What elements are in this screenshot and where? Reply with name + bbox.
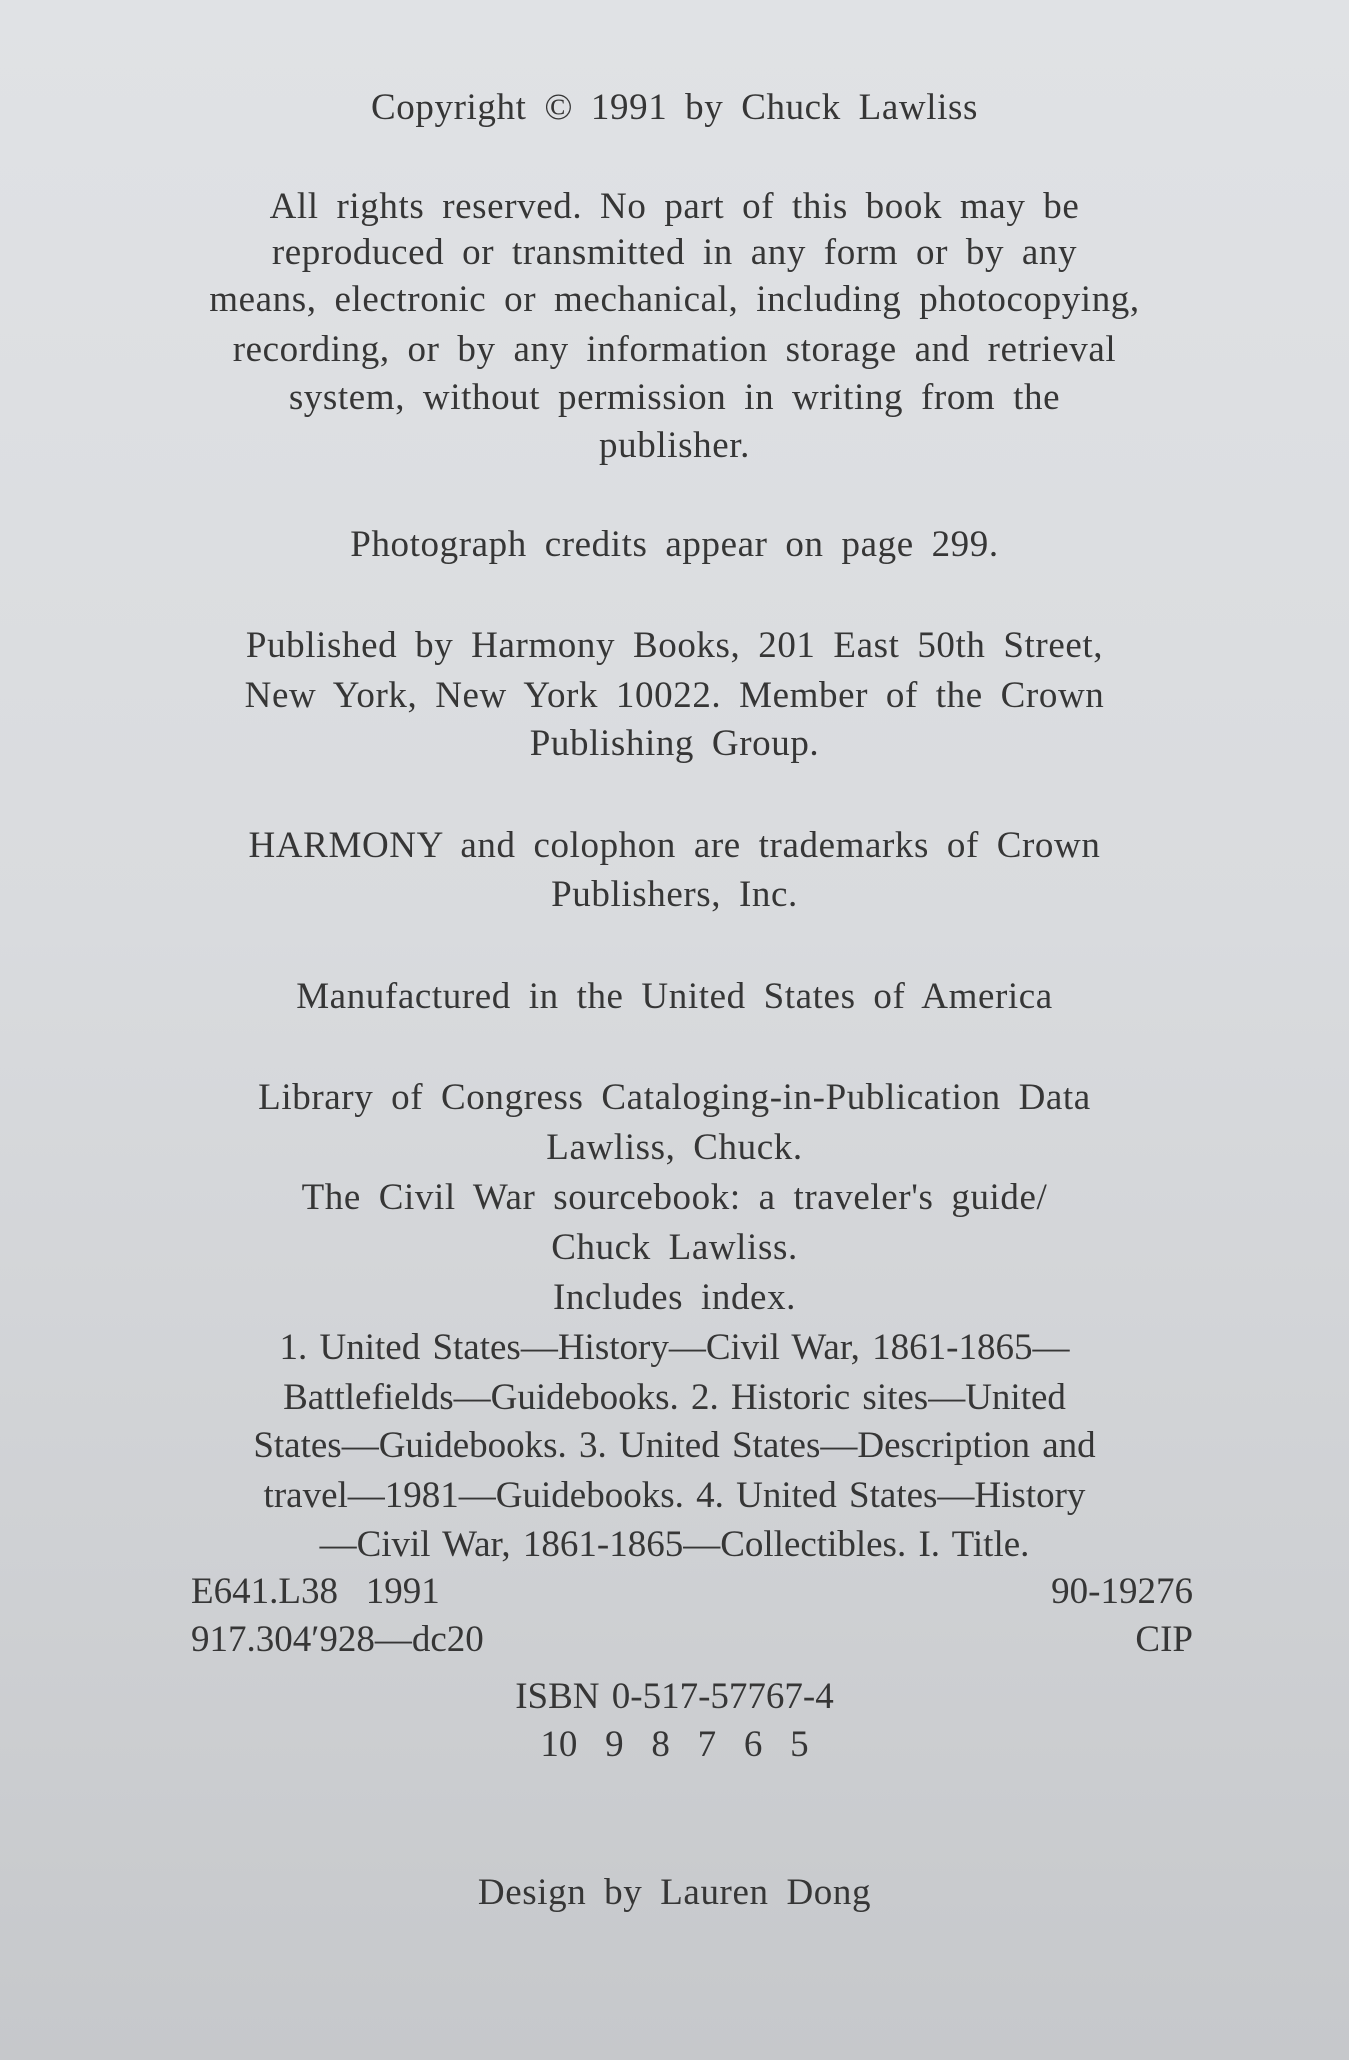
rights-line: system, without permission in writing from the <box>288 377 1061 418</box>
cip-author: Lawliss, Chuck. <box>546 1127 803 1168</box>
cip-subject-line: Battlefields—Guidebooks. 2. Historic sites—United <box>283 1377 1066 1418</box>
trademark-line: HARMONY and colophon are trademarks of Crown <box>248 825 1101 866</box>
publisher-line: Publishing Group. <box>529 723 820 764</box>
rights-line: publisher. <box>599 425 750 466</box>
design-credit: Design by Lauren Dong <box>477 1872 872 1913</box>
cip-title-line: The Civil War sourcebook: a traveler's guide/ <box>301 1177 1048 1218</box>
printing-line: 10 9 8 7 6 5 <box>540 1724 809 1765</box>
cip-subject-line: 1. United States—History—Civil War, 1861-1865— <box>279 1327 1070 1368</box>
rights-line: means, electronic or mechanical, including photocopying, <box>209 279 1140 320</box>
isbn: ISBN 0-517-57767-4 <box>515 1676 834 1717</box>
cip-heading: Library of Congress Cataloging-in-Publication Data <box>258 1077 1091 1118</box>
cip-subject-line: States—Guidebooks. 3. United States—Description and <box>253 1425 1096 1466</box>
rights-line: recording, or by any information storage and retrieval <box>232 329 1117 370</box>
lccn: 90-19276 <box>1051 1571 1193 1612</box>
dewey-classification: 917.304′928—dc20 <box>191 1619 484 1660</box>
manufactured-line: Manufactured in the United States of America <box>296 976 1053 1017</box>
cip-tag: CIP <box>1135 1619 1193 1660</box>
trademark-line: Publishers, Inc. <box>551 874 798 915</box>
cip-class-row <box>191 1569 1193 1615</box>
copyright-line: Copyright © 1991 by Chuck Lawliss <box>371 87 978 128</box>
publisher-line: New York, New York 10022. Member of the Crown <box>244 675 1105 716</box>
photo-credits: Photograph credits appear on page 299. <box>350 524 999 565</box>
cip-note: Includes index. <box>552 1277 797 1318</box>
cip-title-line: Chuck Lawliss. <box>551 1227 798 1268</box>
rights-line: reproduced or transmitted in any form or by any <box>271 232 1078 273</box>
cip-subject-line: —Civil War, 1861-1865—Collectibles. I. Title. <box>319 1524 1030 1565</box>
cip-dewey-row <box>191 1617 1193 1663</box>
rights-line: All rights reserved. No part of this book may be <box>269 186 1080 227</box>
cip-subject-line: travel—1981—Guidebooks. 4. United States—History <box>263 1475 1086 1516</box>
publisher-line: Published by Harmony Books, 201 East 50th Street, <box>245 625 1104 666</box>
lc-classification: E641.L38 1991 <box>191 1571 440 1612</box>
